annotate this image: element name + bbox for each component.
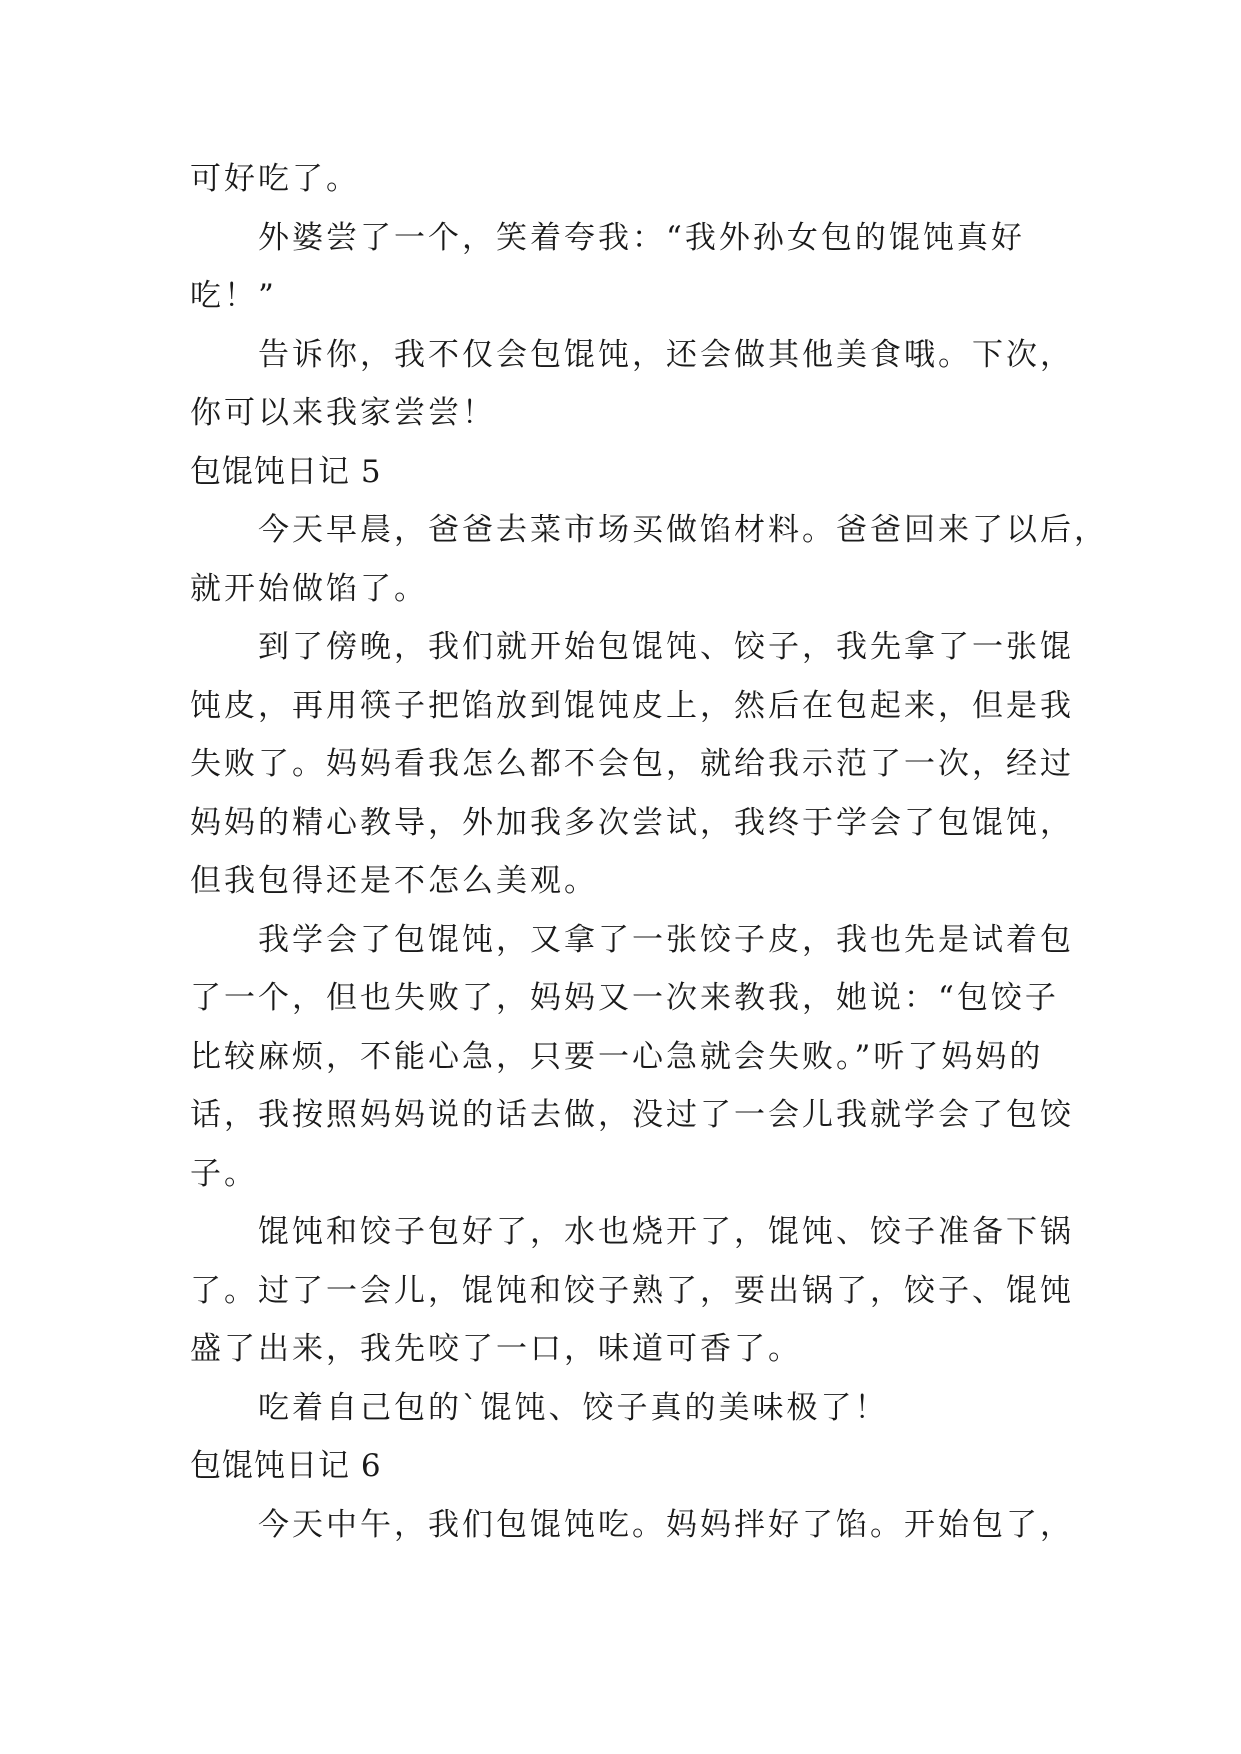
text-line: 馄饨和饺子包好了，水也烧开了，馄饨、饺子准备下锅 (258, 1214, 1074, 1250)
text-line: 到了傍晚，我们就开始包馄饨、饺子，我先拿了一张馄 (258, 629, 1074, 665)
text-line: 饨皮，再用筷子把馅放到馄饨皮上，然后在包起来，但是我 (190, 687, 1074, 724)
text-line: 话，我按照妈妈说的话去做，没过了一会儿我就学会了包饺 (190, 1097, 1074, 1133)
text-line: 了一个，但也失败了，妈妈又一次来教我，她说：“包饺子 (190, 980, 1059, 1016)
section-title: 包馄饨日记 6 (190, 1448, 382, 1484)
text-line: 比较麻烦，不能心急，只要一心急就会失败。”听了妈妈的 (190, 1038, 1044, 1075)
text-line: 但我包得还是不怎么美观。 (190, 863, 598, 899)
text-line: 子。 (190, 1155, 258, 1192)
section-title: 包馄饨日记 5 (190, 453, 382, 490)
text-line: 盛了出来，我先咬了一口，味道可香了。 (190, 1331, 802, 1367)
text-line: 可好吃了。 (190, 161, 360, 197)
text-line: 妈妈的精心教导，外加我多次尝试，我终于学会了包馄饨， (190, 804, 1074, 841)
text-line: 吃着自己包的`馄饨、饺子真的美味极了！ (258, 1389, 889, 1426)
text-line: 了。过了一会儿，馄饨和饺子熟了，要出锅了，饺子、馄饨 (190, 1272, 1074, 1309)
text-line: 就开始做馅了。 (190, 570, 428, 607)
text-line: 外婆尝了一个，笑着夸我：“我外孙女包的馄饨真好 (258, 219, 1025, 256)
text-line: 今天中午，我们包馄饨吃。妈妈拌好了馅。开始包了， (258, 1506, 1074, 1543)
text-line: 我学会了包馄饨，又拿了一张饺子皮，我也先是试着包 (258, 921, 1074, 958)
document-page (190, 150, 1108, 1554)
text-line: 今天早晨，爸爸去菜市场买做馅材料。爸爸回来了以后， (258, 512, 1108, 548)
text-line: 失败了。妈妈看我怎么都不会包，就给我示范了一次，经过 (190, 746, 1074, 782)
text-line: 吃！” (190, 278, 277, 314)
text-line: 你可以来我家尝尝！ (190, 395, 496, 431)
text-line: 告诉你，我不仅会包馄饨，还会做其他美食哦。下次， (258, 336, 1074, 373)
